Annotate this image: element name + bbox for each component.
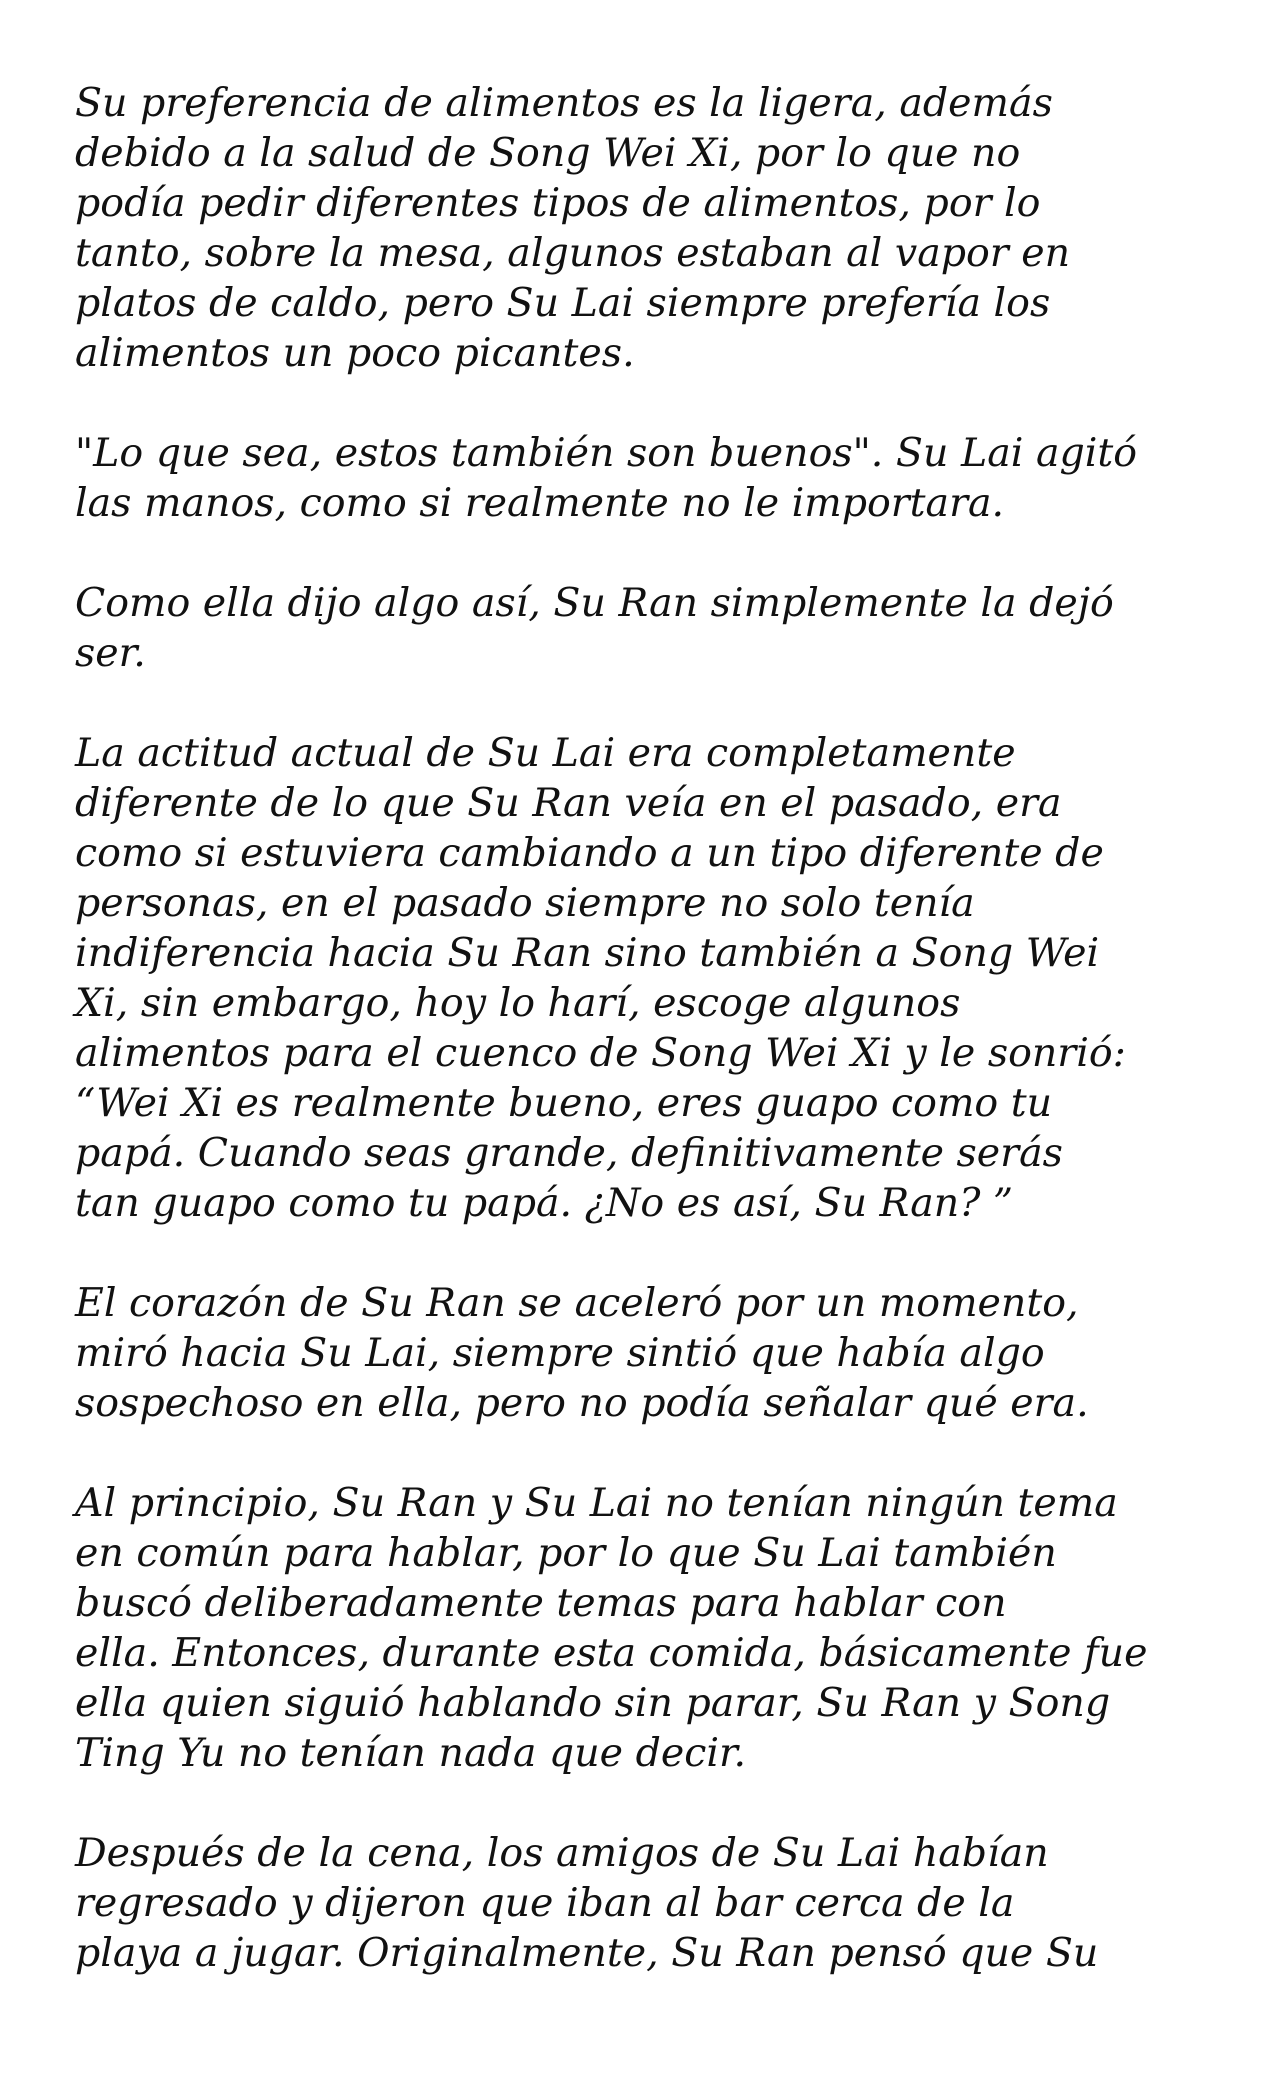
text-line: Al principio, Su Ran y Su Lai no tenían ningún tema: [75, 1480, 1118, 1526]
paragraph-1: [75, 78, 1215, 378]
text-line: Xi, sin embargo, hoy lo harí, escoge algunos: [75, 980, 961, 1026]
text-line: La actitud actual de Su Lai era completamente: [75, 730, 1016, 776]
text-line: playa a jugar. Originalmente, Su Ran pensó que Su: [75, 1930, 1099, 1976]
text-line: Después de la cena, los amigos de Su Lai habían: [75, 1830, 1049, 1876]
text-line: en común para hablar, por lo que Su Lai también: [75, 1530, 1057, 1576]
text-line: las manos, como si realmente no le importara.: [75, 480, 1005, 526]
text-line: Ting Yu no tenían nada que decir.: [75, 1730, 747, 1776]
text-line: “Wei Xi es realmente bueno, eres guapo como tu: [75, 1080, 1053, 1126]
text-line: El corazón de Su Ran se aceleró por un momento,: [75, 1280, 1079, 1326]
text-line: alimentos un poco picantes.: [75, 330, 635, 376]
text-line: regresado y dijeron que iban al bar cerca de la: [75, 1880, 1015, 1926]
paragraph-2: [75, 428, 1215, 528]
text-line: indiferencia hacia Su Ran sino también a Song Wei: [75, 930, 1100, 976]
document-page: [75, 78, 1215, 2028]
text-line: podía pedir diferentes tipos de alimentos, por lo: [75, 180, 1041, 226]
paragraph-7: [75, 1828, 1215, 1978]
paragraph-6: [75, 1478, 1215, 1778]
paragraph-3: [75, 578, 1215, 678]
text-line: debido a la salud de Song Wei Xi, por lo que no: [75, 130, 1021, 176]
paragraph-4: [75, 728, 1215, 1228]
text-line: personas, en el pasado siempre no solo tenía: [75, 880, 975, 926]
text-line: miró hacia Su Lai, siempre sintió que había algo: [75, 1330, 1045, 1376]
text-line: ella quien siguió hablando sin parar, Su Ran y Song: [75, 1680, 1111, 1726]
text-line: Como ella dijo algo así, Su Ran simplemente la dejó: [75, 580, 1114, 626]
text-line: platos de caldo, pero Su Lai siempre prefería los: [75, 280, 1051, 326]
paragraph-5: [75, 1278, 1215, 1428]
text-line: Su preferencia de alimentos es la ligera, además: [75, 80, 1053, 126]
text-line: ella. Entonces, durante esta comida, básicamente fue: [75, 1630, 1148, 1676]
text-line: sospechoso en ella, pero no podía señalar qué era.: [75, 1380, 1089, 1426]
text-line: ser.: [75, 630, 146, 676]
text-line: diferente de lo que Su Ran veía en el pasado, era: [75, 780, 1062, 826]
text-line: "Lo que sea, estos también son buenos". Su Lai agitó: [75, 430, 1138, 476]
text-line: buscó deliberadamente temas para hablar con: [75, 1580, 1007, 1626]
text-line: como si estuviera cambiando a un tipo diferente de: [75, 830, 1104, 876]
text-line: tanto, sobre la mesa, algunos estaban al vapor en: [75, 230, 1071, 276]
text-line: tan guapo como tu papá. ¿No es así, Su Ran? ”: [75, 1180, 1014, 1226]
text-line: papá. Cuando seas grande, definitivamente serás: [75, 1130, 1063, 1176]
text-line: alimentos para el cuenco de Song Wei Xi y le sonrió:: [75, 1030, 1126, 1076]
